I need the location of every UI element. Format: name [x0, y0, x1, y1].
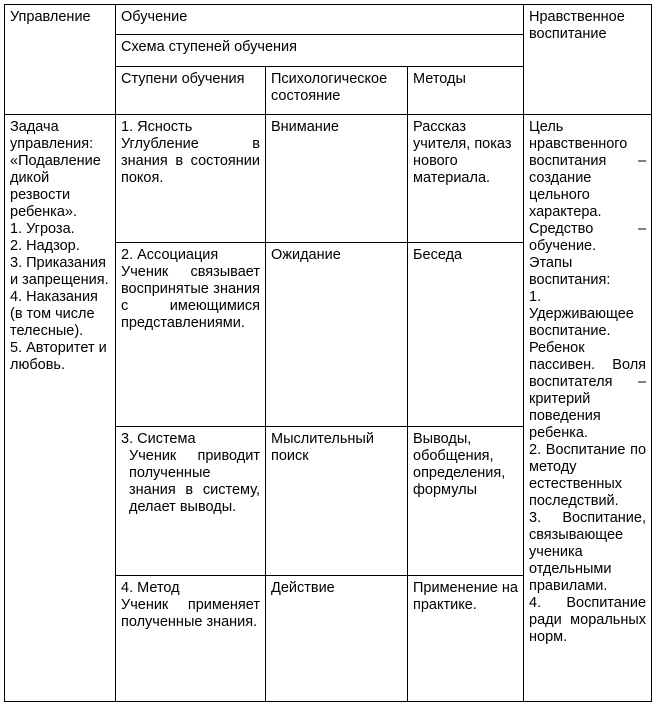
col-header-stages: Ступени обучения: [116, 66, 266, 114]
method-cell: Беседа: [408, 243, 524, 427]
management-item: 4. Наказания (в том числе телесные).: [10, 289, 98, 340]
management-item: 1. Угроза.: [10, 221, 75, 238]
management-item: 3. Приказания и запрещения.: [10, 255, 109, 289]
moral-stage-item: 4. Воспитание ради моральных норм.: [529, 595, 647, 646]
col-header-psych-state: Психологическое состояние: [266, 66, 408, 114]
stage-cell: [116, 575, 266, 701]
stage-title: 2. Ассоциация: [121, 247, 219, 264]
moral-education-cell: [524, 115, 652, 702]
method-cell: Рассказ учителя, показ нового материала.: [408, 115, 524, 243]
psych-state-cell: Внимание: [266, 115, 408, 243]
stage-description: Ученик связывает воспринятые знания с имеющимися представлениями.: [121, 264, 260, 332]
stage-cell: [116, 243, 266, 427]
stage-description: Ученик применяет полученные знания.: [121, 596, 260, 630]
method-cell: Выводы, обобщения, определения, формулы: [408, 427, 524, 575]
moral-stage-item: 3. Воспитание, связывающее ученика отдельными правилами.: [529, 510, 647, 595]
moral-goal: Цель нравственного воспитания – создание цельного характера.: [529, 119, 647, 221]
psych-state-cell: Ожидание: [266, 243, 408, 427]
stage-description: Углубление в знания в состоянии покоя.: [121, 136, 260, 187]
col-header-methods: Методы: [408, 66, 524, 114]
stage-title: 3. Система: [121, 431, 196, 448]
stage-description: Ученик приводит полученные знания в систему, делает выводы.: [129, 448, 260, 516]
stage-title: 4. Метод: [121, 579, 180, 596]
stage-cell: [116, 427, 266, 575]
management-item: 5. Авторитет и любовь.: [10, 340, 107, 374]
psych-state-cell: Мыслительный поиск: [266, 427, 408, 575]
management-item: 2. Надзор.: [10, 238, 80, 255]
psych-state-cell: Действие: [266, 575, 408, 701]
moral-stages-heading: Этапы воспитания:: [529, 255, 611, 289]
moral-means: Средство – обучение.: [529, 221, 647, 255]
moral-stage-item: 1. Удерживающее воспитание. Ребенок пассивен. Воля воспитателя – критерий поведения ребенка.: [529, 289, 647, 442]
moral-stage-item: 2. Воспитание по методу естественных последствий.: [529, 442, 647, 510]
management-cell: [5, 115, 116, 702]
stage-title: 1. Ясность: [121, 119, 193, 136]
management-task: Задача управления: «Подавление дикой резвости ребенка».: [10, 119, 101, 221]
learning-scheme-table: [4, 4, 652, 702]
method-cell: Применение на практике.: [408, 575, 524, 701]
stage-cell: [116, 115, 266, 243]
header-moral-education: Нравственное воспитание: [524, 5, 652, 115]
header-management: Управление: [5, 5, 116, 115]
header-scheme: Схема ступеней обучения: [116, 35, 524, 66]
header-learning: Обучение: [116, 5, 524, 35]
